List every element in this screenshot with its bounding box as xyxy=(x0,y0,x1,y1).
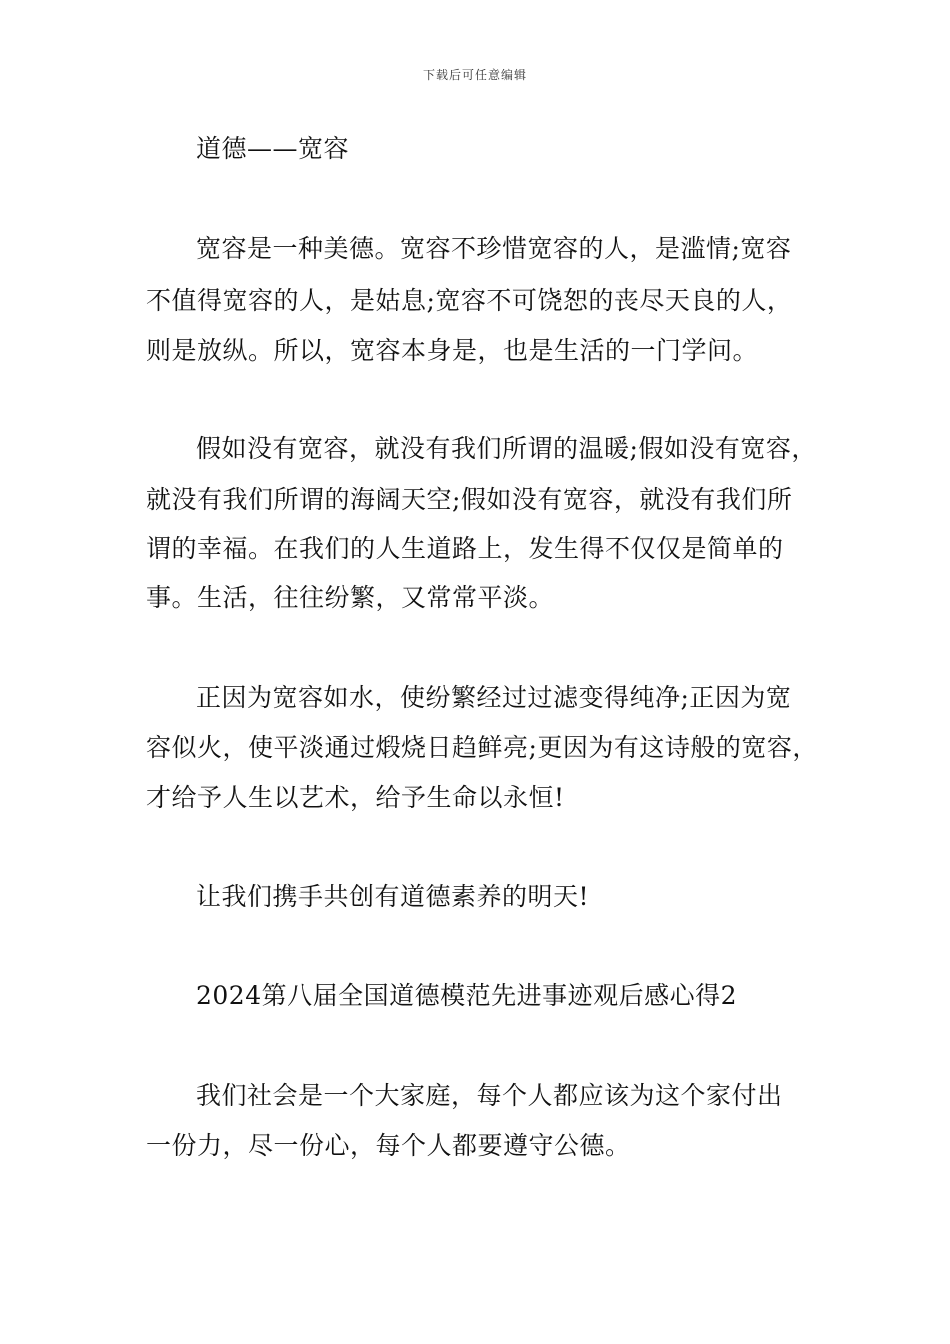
paragraph-1-line-1: 宽容是一种美德。宽容不珍惜宽容的人，是滥情;宽容 xyxy=(196,234,792,263)
paragraph-1-line-3: 则是放纵。所以，宽容本身是，也是生活的一门学问。 xyxy=(146,336,759,365)
paragraph-5-line-1: 我们社会是一个大家庭，每个人都应该为这个家付出 xyxy=(196,1081,783,1110)
document-title: 道德——宽容 xyxy=(196,134,350,163)
paragraph-2-line-1: 假如没有宽容，就没有我们所谓的温暖;假如没有宽容， xyxy=(196,434,817,463)
paragraph-1-line-2: 不值得宽容的人，是姑息;宽容不可饶恕的丧尽天良的人， xyxy=(146,286,793,315)
paragraph-4-line-1: 让我们携手共创有道德素养的明天! xyxy=(196,882,590,911)
paragraph-3-line-2: 容似火，使平淡通过煅烧日趋鲜亮;更因为有这诗般的宽容， xyxy=(146,733,818,762)
paragraph-3-line-3: 才给予人生以艺术，给予生命以永恒! xyxy=(146,783,565,812)
paragraph-2-line-4: 事。生活，往往纷繁，又常常平淡。 xyxy=(146,583,555,612)
section-heading: 2024第八届全国道德模范先进事迹观后感心得2 xyxy=(196,981,738,1010)
paragraph-2-line-3: 谓的幸福。在我们的人生道路上，发生得不仅仅是简单的 xyxy=(146,534,784,563)
header-note: 下载后可任意编辑 xyxy=(422,68,527,82)
paragraph-2-line-2: 就没有我们所谓的海阔天空;假如没有宽容，就没有我们所 xyxy=(146,485,793,514)
paragraph-5-line-2: 一份力，尽一份心，每个人都要遵守公德。 xyxy=(146,1131,631,1160)
paragraph-3-line-1: 正因为宽容如水，使纷繁经过过滤变得纯净;正因为宽 xyxy=(196,683,792,712)
